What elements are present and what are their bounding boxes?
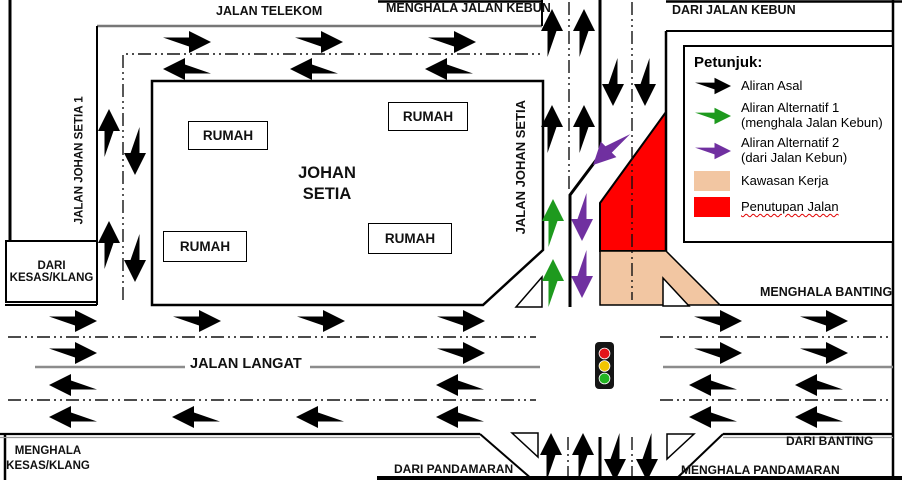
legend-item-label-line1: Aliran Alternatif 1	[741, 100, 840, 115]
house-rumah-3: RUMAH	[163, 231, 247, 262]
traffic-light-icon	[595, 342, 614, 389]
legend-item-label-line2: (dari Jalan Kebun)	[741, 149, 848, 165]
flow-arrows-alternative-1	[542, 199, 564, 307]
label-jalan-johan-setia: JALAN JOHAN SETIA	[512, 99, 528, 235]
house-rumah-4: RUMAH	[368, 223, 452, 254]
label-johan-setia-line1: JOHAN	[298, 164, 356, 182]
label-menghala-pandamaran: MENGHALA PANDAMARAN	[681, 463, 840, 477]
label-jalan-telekom: JALAN TELEKOM	[216, 4, 323, 18]
label-menghala-kesas-line1: MENGHALA	[14, 445, 82, 457]
label-jalan-langat: JALAN LANGAT	[190, 356, 302, 372]
legend-item-aliran-asal	[694, 77, 883, 95]
label-menghala-kesas-klang	[0, 444, 96, 474]
label-menghala-banting: MENGHALA BANTING	[760, 285, 893, 299]
label-johan-setia	[267, 163, 387, 204]
legend-item-kawasan-kerja	[694, 171, 883, 191]
label-menghala-kesas-line2: KESAS/KLANG	[6, 459, 90, 472]
road-closure-zone	[600, 112, 666, 251]
legend-item-aliran-alternatif-2	[694, 136, 883, 165]
legend	[683, 45, 894, 243]
label-jalan-johan-setia-1: JALAN JOHAN SETIA 1	[73, 96, 86, 225]
legend-item-label: Kawasan Kerja	[741, 172, 829, 188]
label-menghala-jalan-kebun: MENGHALA JALAN KEBUN	[386, 1, 551, 15]
legend-item-penutupan-jalan	[694, 197, 883, 217]
legend-item-aliran-alternatif-1	[694, 101, 883, 130]
label-dari-jalan-kebun: DARI JALAN KEBUN	[672, 3, 796, 17]
legend-item-label: Aliran Asal	[741, 77, 803, 93]
legend-item-label	[741, 101, 883, 130]
label-johan-setia-line2: SETIA	[302, 184, 352, 203]
purple-arrow-icon	[694, 142, 732, 160]
legend-item-label	[741, 136, 847, 165]
label-dari-kesas-line2: KESAS/KLANG	[9, 271, 94, 284]
legend-item-label: Penutupan Jalan	[741, 198, 839, 214]
house-rumah-1: RUMAH	[188, 121, 268, 150]
label-dari-banting: DARI BANTING	[786, 434, 874, 448]
work-zone	[600, 251, 720, 306]
black-arrow-icon	[694, 77, 732, 95]
label-dari-kesas-klang	[5, 240, 98, 303]
closure-swatch-icon	[694, 197, 732, 217]
house-rumah-2: RUMAH	[388, 102, 468, 131]
green-arrow-icon	[694, 107, 732, 125]
legend-title: Petunjuk:	[694, 54, 763, 71]
label-dari-kesas-line1: DARI	[37, 259, 66, 272]
legend-item-label-line2: (menghala Jalan Kebun)	[741, 114, 883, 130]
work-zone-swatch-icon	[694, 171, 732, 191]
label-dari-pandamaran: DARI PANDAMARAN	[394, 462, 514, 476]
legend-item-label-line1: Aliran Alternatif 2	[741, 135, 840, 151]
